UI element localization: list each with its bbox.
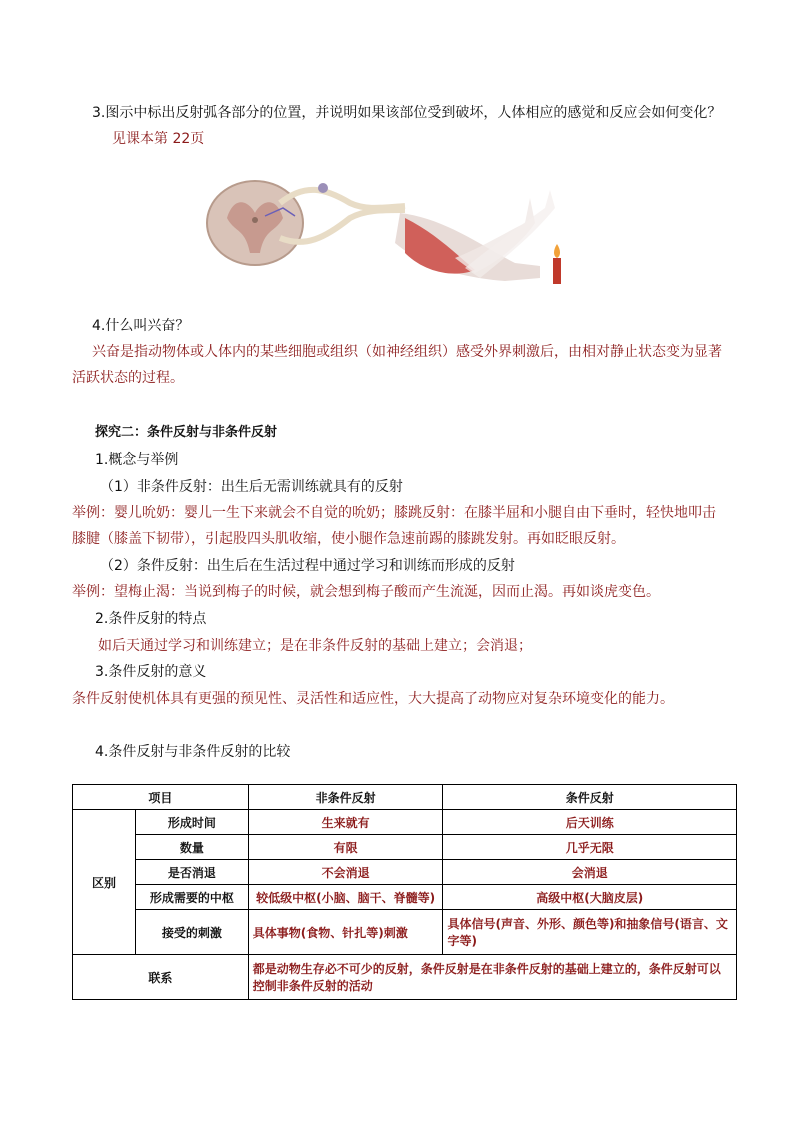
header-item: 项目 <box>73 785 249 810</box>
item-3-text: 条件反射使机体具有更强的预见性、灵活性和适应性，大大提高了动物应对复杂环境变化的能力。 <box>72 691 674 707</box>
question-4: 4.什么叫兴奋？ <box>92 318 190 334</box>
answer-3: 见课本第 22页 <box>112 131 205 147</box>
header-unconditioned: 非条件反射 <box>248 785 443 810</box>
cell-conditioned: 会消退 <box>443 860 737 885</box>
table-row <box>73 810 737 835</box>
answer-4-line-2: 活跃状态的过程。 <box>72 370 184 386</box>
reflex-arc-illustration <box>205 178 575 308</box>
question-3: 3.图示中标出反射弧各部分的位置，并说明如果该部位受到破坏，人体相应的感觉和反应会如何变化？ <box>92 105 722 121</box>
section-2-title: 探究二：条件反射与非条件反射 <box>95 425 278 440</box>
cell-conditioned: 几乎无限 <box>443 835 737 860</box>
cell-unconditioned: 生来就有 <box>248 810 443 835</box>
cell-unconditioned: 较低级中枢(小脑、脑干、脊髓等) <box>248 885 443 910</box>
header-conditioned: 条件反射 <box>443 785 737 810</box>
row-label: 形成需要的中枢 <box>135 885 248 910</box>
table-header-row <box>73 785 737 810</box>
item-1-heading: 1.概念与举例 <box>95 452 179 468</box>
relation-label: 联系 <box>73 955 249 1000</box>
cell-conditioned: 高级中枢(大脑皮层) <box>443 885 737 910</box>
cell-unconditioned: 有限 <box>248 835 443 860</box>
unconditioned-definition: （1）非条件反射：出生后无需训练就具有的反射 <box>100 479 403 495</box>
item-2-text: 如后天通过学习和训练建立；是在非条件反射的基础上建立；会消退； <box>98 638 532 654</box>
conditioned-example: 举例：望梅止渴：当说到梅子的时候，就会想到梅子酸而产生流涎，因而止渴。再如谈虎变色。 <box>72 584 660 600</box>
row-label: 数量 <box>135 835 248 860</box>
cell-unconditioned: 具体事物(食物、针扎等)刺激 <box>248 910 443 955</box>
comparison-table <box>72 784 737 1000</box>
cell-conditioned: 后天训练 <box>443 810 737 835</box>
table-row <box>73 910 737 955</box>
item-4-heading: 4.条件反射与非条件反射的比较 <box>95 744 291 760</box>
row-label: 接受的刺激 <box>135 910 248 955</box>
row-label: 是否消退 <box>135 860 248 885</box>
relation-text: 都是动物生存必不可少的反射，条件反射是在非条件反射的基础上建立的，条件反射可以控制非条件反射的活动 <box>248 955 736 1000</box>
item-3-heading: 3.条件反射的意义 <box>95 664 207 680</box>
item-2-heading: 2.条件反射的特点 <box>95 611 207 627</box>
row-label: 形成时间 <box>135 810 248 835</box>
cell-unconditioned: 不会消退 <box>248 860 443 885</box>
table-row <box>73 955 737 1000</box>
unconditioned-example-line-2: 膝腱（膝盖下韧带），引起股四头肌收缩，使小腿作急速前踢的膝跳发射。再如眨眼反射。 <box>72 531 625 547</box>
table-row <box>73 860 737 885</box>
table-row <box>73 885 737 910</box>
cell-conditioned: 具体信号(声音、外形、颜色等)和抽象信号(语言、文字等) <box>443 910 737 955</box>
group-label: 区别 <box>73 810 136 955</box>
conditioned-definition: （2）条件反射：出生后在生活过程中通过学习和训练而形成的反射 <box>100 558 515 574</box>
unconditioned-example-line-1: 举例：婴儿吮奶：婴儿一生下来就会不自觉的吮奶；膝跳反射：在膝半屈和小腿自由下垂时，轻快地叩击 <box>72 505 716 521</box>
answer-4-line-1: 兴奋是指动物体或人体内的某些细胞或组织（如神经组织）感受外界刺激后，由相对静止状态变为显著 <box>92 344 722 360</box>
table-row <box>73 835 737 860</box>
